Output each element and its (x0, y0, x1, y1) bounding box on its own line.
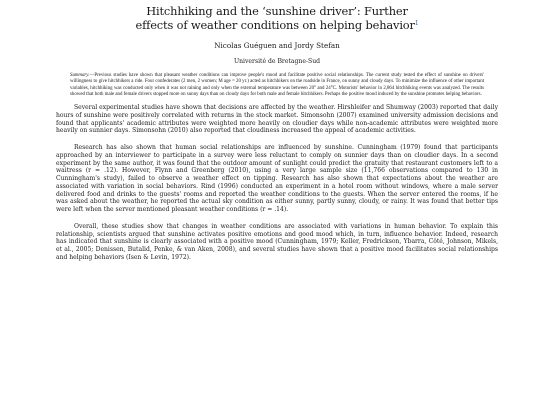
body-text (56, 104, 498, 262)
body-paragraph-1: Several experimental studies have shown that decisions are affected by the weather. Hirshleifer and Shumway (2003) reported that daily hours of sunshine were positively correlated with returns in the stock market. Simonsohn (2007) examined university admission decisions and found that applicants' academic attributes were weighted more heavily on cloudier days while non-academic attributes were weighted more heavily on sunnier days. Simonsohn (2010) also reported that cloudiness increased the appeal of academic activities. (56, 104, 498, 135)
footnote-marker[interactable]: 1 (414, 20, 419, 27)
paper-title (56, 2, 498, 32)
body-paragraph-2: Research has also shown that human social relationships are influenced by sunshine. Cunningham (1979) found that participants approached by an interviewer to participate in a survey were less reluctant to comply on sunnier days than on cloudier days. In a second experiment by the same author, it was found that the outdoor amount of sunlight could predict the gratuity that restaurant customers left to a waitress (r = .12). However, Flynn and Greenberg (2010), using a very large sample size (11,766 observations compared to 130 in Cunningham's study), failed to observe a weather effect on tipping. Research has also shown that expectations about the weather are associated with variation in social behaviors. Rind (1996) conducted an experiment in a hotel room without windows, where a male server delivered food and drinks to the guests' rooms and reported the weather conditions to the guests. When the server entered the rooms, if he was asked about the weather, he reported the actual sky condition as either sunny, partly sunny, cloudy, or rainy. It was found that better tips were left when the server mentioned pleasant weather conditions (r = .14). (56, 144, 498, 214)
authors: Nicolas Guéguen and Jordy Stefan (214, 41, 340, 50)
abstract-text: —Previous studies have shown that pleasant weather conditions can improve people's mood and facilitate positive social relationships. The current study tested the effect of sunshine on drivers' willingness to give hitchhikers a ride. Four confederates (2 men, 2 women; M age = 20 yr.) acted as hitchhikers on the roadside in France, on sunny and cloudy days. To minimize the influence of other important variables, hitchhiking was conducted only when it was not raining and only when the external temperature was between 20° and 24°C. Motorists' behavior in 2,864 hitchhiking events was analyzed. The results showed that both male and female drivers stopped more on sunny days than on cloudy days for both male and female hitchhikers. Perhaps the positive mood induced by the sunshine promotes helping behaviors. (70, 73, 484, 97)
abstract-label: Summary. (70, 73, 90, 78)
affiliation: Université de Bretagne-Sud (233, 58, 321, 65)
paper-page (0, 2, 540, 407)
body-paragraph-3: Overall, these studies show that changes in weather conditions are associated with variations in human behavior. To explain this relationship, scientists argued that sunshine activates positive emotions and good mood which, in turn, influence behavior. Indeed, research has indicated that sunshine is clearly associated with a positive mood (Cunningham, 1979; Keller, Fredrickson, Ybarra, Côté, Johnson, Mikels, et al., 2005; Denissen, Butalid, Penke, & van Aken, 2008), and several studies have shown that a positive mood facilitates social relationships and helping behaviors (Isen & Levin, 1972). (56, 222, 498, 261)
title-line-2: effects of weather conditions on helping behavior (135, 18, 415, 32)
abstract (70, 73, 484, 98)
title-line-1: Hitchhiking and the ‘sunshine driver’: Further (146, 4, 408, 18)
